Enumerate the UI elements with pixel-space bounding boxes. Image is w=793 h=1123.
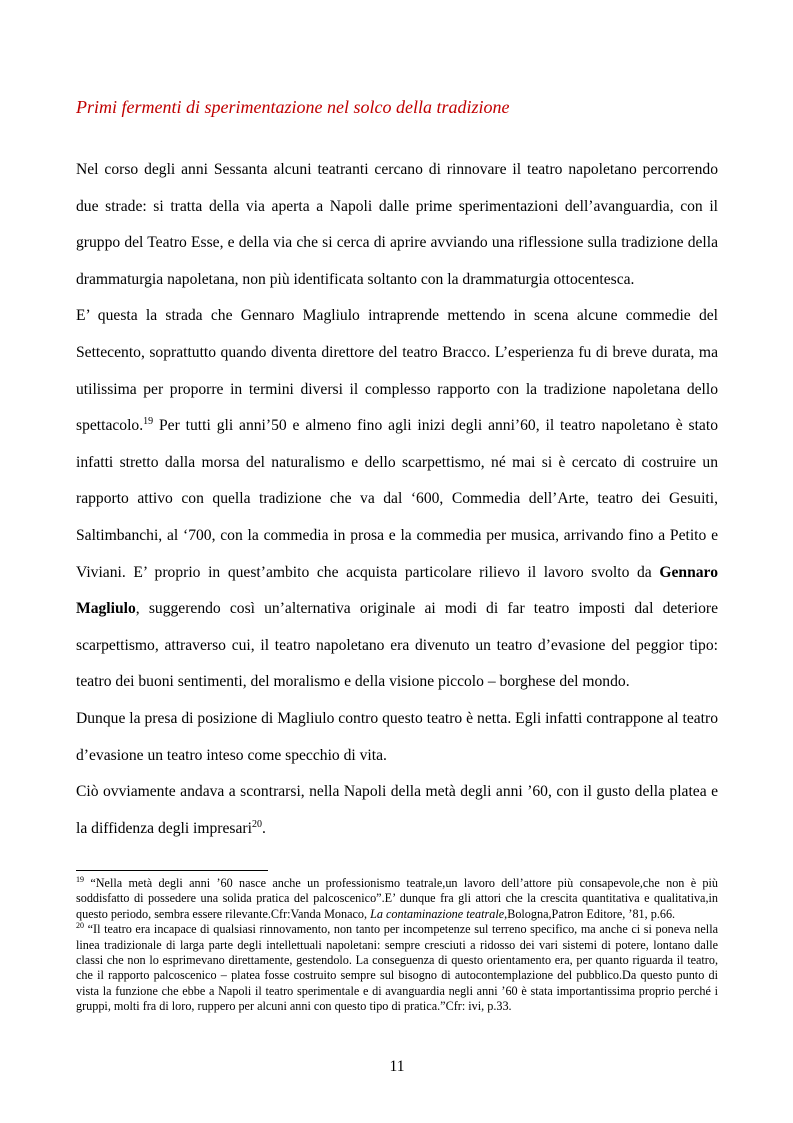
page-number: 11 <box>389 1058 405 1075</box>
section-heading: Primi fermenti di sperimentazione nel solco della tradizione <box>76 97 510 117</box>
footnote-19-title: La contaminazione teatrale <box>370 906 505 921</box>
paragraph-2-part-c: , suggerendo così un’alternativa originale ai modi di far teatro imposti dal deteriore scarpettismo, attraverso cui, il teatro napoletano era divenuto un teatro d’evasione del peggior tipo: teatro dei buoni sentimenti, del moralismo e della visione piccolo – borghese del mondo. <box>76 600 718 691</box>
paragraph-2 <box>76 298 718 701</box>
paragraph-2-part-a: E’ questa la strada che Gennaro Magliulo intraprende mettendo in scena alcune commedie del Settecento, soprattutto quando diventa direttore del teatro Bracco. L’esperienza fu di breve durata, ma utilissima per proporre in termini diversi il complesso rapporto con la tradizione napoletana dello spettacolo. <box>76 307 718 435</box>
bold-name: Gennaro Magliulo <box>76 563 718 618</box>
paragraph-2-part-b: Per tutti gli anni’50 e almeno fino agli inizi degli anni’60, il teatro napoletano è stato infatti stretto dalla morsa del naturalismo e dello scarpettismo, né mai si è cercato di costruire un rapporto attivo con quella tradizione che va dal ‘600, Commedia dell’Arte, teatro dei Gesuiti, Saltimbanchi, al ‘700, con la commedia in prosa e la commedia per musica, arrivando fino a Petito e Viviani. E’ proprio in quest’ambito che acquista particolare rilievo il lavoro svolto da <box>76 417 718 581</box>
footnote-19-text-b: ,Bologna,Patron Editore, ’81, p.66. <box>504 906 676 921</box>
footnote-19 <box>76 876 718 922</box>
footnotes <box>76 876 718 1015</box>
footnote-19-text-a: “Nella metà degli anni ’60 nasce anche un professionismo teatrale,un lavoro dell’attore più consapevole,che non è più soddisfatto di possedere una solida pratica del palcoscenico”.E’ dunque fra gli attori che la crescita quantitativa e qualitativa,in questo periodo, sembra essere rilevante.Cfr:Vanda Monaco, <box>76 876 718 921</box>
footnote-19-number: 19 <box>76 874 84 884</box>
footnote-20-text: “Il teatro era incapace di qualsiasi rinnovamento, non tanto per incompetenze sul terreno specifico, ma anche ci si poneva nella linea tradizionale di larga parte degli intellettuali napoletani: sempre cresciuti a ridosso dei vari sistemi di potere, lontano dalle classi che non lo esprimevano direttamente, gestendolo. La conseguenza di questo orientamento era, per quanto riguarda il teatro, che il rapporto palcoscenico – platea fosse costruito sempre sul bisogno di autocontemplazione del pubblico.Da questo punto di vista la funzione che ebbe a Napoli il teatro sperimentale e di avanguardia negli anni ’60 è stata importantissima proprio perché i gruppi, molti fra di loro, ruppero per alcuni anni con questo tipo di pratica.”Cfr: ivi, p.33. <box>76 922 718 1014</box>
paragraph-3: Dunque la presa di posizione di Magliulo contro questo teatro è netta. Egli infatti contrappone al teatro d’evasione un teatro inteso come specchio di vita. <box>76 709 718 764</box>
footnote-20 <box>76 922 718 1014</box>
footnote-ref-19[interactable]: 19 <box>143 415 154 427</box>
footnote-20-number: 20 <box>76 921 84 931</box>
footnote-divider <box>76 870 268 871</box>
footnote-ref-20[interactable]: 20 <box>251 818 262 830</box>
paragraph-4-part-b: . <box>261 819 266 837</box>
paragraph-4 <box>76 774 718 847</box>
paragraph-4-part-a: Ciò ovviamente andava a scontrarsi, nella Napoli della metà degli anni ’60, con il gusto della platea e la diffidenza degli impresari <box>76 783 718 837</box>
paragraph-1: Nel corso degli anni Sessanta alcuni teatranti cercano di rinnovare il teatro napoletano percorrendo due strade: si tratta della via aperta a Napoli dalle prime sperimentazioni dell’avanguardia, con il gruppo del Teatro Esse, e della via che si cerca di aprire avviando una riflessione sulla tradizione della drammaturgia napoletana, non più identificata soltanto con la drammaturgia ottocentesca. <box>76 161 718 288</box>
body-text <box>76 152 718 847</box>
